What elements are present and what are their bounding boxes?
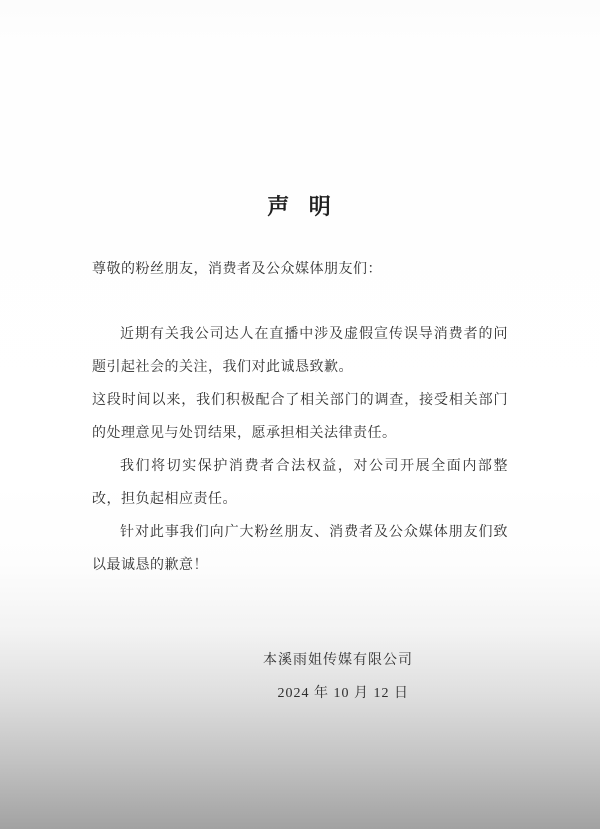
body-paragraph: 近期有关我公司达人在直播中涉及虚假宣传误导消费者的问题引起社会的关注，我们对此诚恳致歉。	[92, 327, 508, 375]
body-paragraph: 针对此事我们向广大粉丝朋友、消费者及公众媒体朋友们致以最诚恳的歉意！	[92, 525, 508, 573]
signature-block	[92, 644, 508, 710]
statement-body	[0, 253, 600, 710]
body-paragraph: 我们将切实保护消费者合法权益，对公司开展全面内部整改，担负起相应责任。	[92, 459, 508, 507]
signature-company: 本溪雨姐传媒有限公司	[263, 653, 413, 668]
statement-title: 声 明	[267, 194, 333, 219]
body-paragraph: 这段时间以来，我们积极配合了相关部门的调查，接受相关部门的处理意见与处罚结果，愿承担相关法律责任。	[92, 393, 508, 441]
paragraph-group	[92, 318, 508, 582]
salutation-line: 尊敬的粉丝朋友，消费者及公众媒体朋友们：	[92, 262, 382, 277]
signature-date: 2024 年 10 月 12 日	[277, 686, 409, 701]
